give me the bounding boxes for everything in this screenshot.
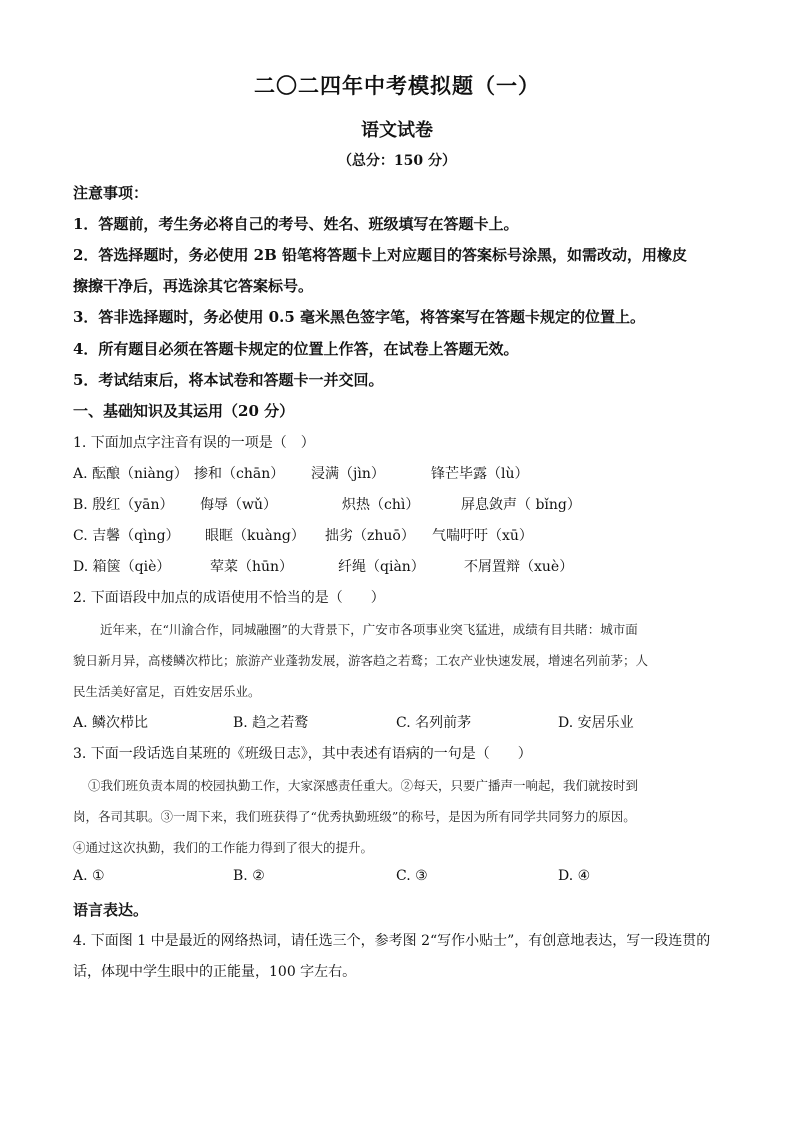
note-2-line-2: 擦擦干净后，再选涂其它答案标号。 — [73, 277, 314, 295]
q1-option-b-item-1: B. 殷红（yān） — [73, 497, 174, 513]
q2-passage-line-1: 近年来，在“川渝合作，同城融圈”的大背景下，广安市各项事业突飞猛进，成绩有目共睹：城市面 — [100, 622, 638, 637]
q2-option-d: D. 安居乐业 — [558, 715, 634, 731]
q2-passage-line-2: 貌日新月异，高楼鳞次栉比；旅游产业蓬勃发展，游客趋之若鹜；工农产业快速发展，增速名列前茅；人 — [73, 653, 649, 668]
q3-option-b: B. ② — [233, 868, 265, 884]
note-2-line-1: 2．答选择题时，务必使用 2B 铅笔将答题卡上对应题目的答案标号涂黑，如需改动，用橡皮 — [73, 246, 688, 264]
q1-option-b-item-3: 炽热（chì） — [342, 497, 420, 513]
q1-option-d-item-3: 纤绳（qiàn） — [338, 559, 425, 575]
q3-passage-line-3: ④通过这次执勤，我们的工作能力得到了很大的提升。 — [73, 840, 374, 855]
q3-passage-line-1: ①我们班负责本周的校园执勤工作，大家深感责任重大。②每天，只要广播声一响起，我们就按时到 — [88, 778, 639, 793]
q1-option-c-item-1: C. 吉馨（qìng） — [73, 528, 180, 544]
q1-option-b-item-4: 屏息敛声（ bǐng） — [461, 497, 581, 513]
q1-option-a-item-2: 掺和（chān） — [194, 466, 285, 482]
q2-option-a: A. 鳞次栉比 — [73, 715, 149, 731]
note-3: 3．答非选择题时，务必使用 0.5 毫米黑色签字笔，将答案写在答题卡规定的位置上。 — [73, 308, 645, 326]
q1-option-b-item-2: 侮辱（wǔ） — [200, 497, 277, 513]
question-1-stem: 1. 下面加点字注音有误的一项是（ ） — [73, 435, 315, 451]
section-2-heading: 语言表达。 — [73, 901, 149, 919]
q1-option-a-item-4: 锋芒毕露（lù） — [431, 466, 529, 482]
q1-option-a-item-3: 浸满（jìn） — [311, 466, 385, 482]
note-1: 1．答题前，考生务必将自己的考号、姓名、班级填写在答题卡上。 — [73, 215, 519, 233]
q2-option-b: B. 趋之若鹜 — [233, 715, 309, 731]
question-3-stem: 3. 下面一段话选自某班的《班级日志》，其中表述有语病的一句是（ ） — [73, 746, 532, 762]
q2-option-c: C. 名列前茅 — [396, 715, 472, 731]
q1-option-d-item-4: 不屑置辩（xuè） — [464, 559, 574, 575]
q1-option-c-item-2: 眼眶（kuàng） — [205, 528, 305, 544]
question-2-stem: 2. 下面语段中加点的成语使用不恰当的是（ ） — [73, 590, 385, 606]
q3-option-d: D. ④ — [558, 868, 591, 884]
q3-option-c: C. ③ — [396, 868, 428, 884]
q2-passage-line-3: 民生活美好富足，百姓安居乐业。 — [73, 684, 261, 699]
question-4-line-2: 话，体现中学生眼中的正能量，100 字左右。 — [73, 964, 357, 980]
note-4: 4．所有题目必须在答题卡规定的位置上作答，在试卷上答题无效。 — [73, 340, 519, 358]
question-4-line-1: 4. 下面图 1 中是最近的网络热词，请任选三个，参考图 2“写作小贴士”，有创意地表达，写一段连贯的 — [73, 933, 711, 949]
notes-heading: 注意事项： — [73, 184, 149, 202]
note-5: 5．考试结束后，将本试卷和答题卡一并交回。 — [73, 371, 384, 389]
exam-total-score: （总分：150 分） — [337, 153, 457, 169]
q1-option-d-item-2: 荤菜（hūn） — [210, 559, 294, 575]
q1-option-d-item-1: D. 箱箧（qiè） — [73, 559, 171, 575]
q1-option-c-item-3: 拙劣（zhuō） — [325, 528, 415, 544]
q1-option-a-item-1: A. 酝酿（niàng） — [73, 466, 188, 482]
exam-subtitle: 语文试卷 — [361, 120, 433, 141]
q3-passage-line-2: 岗，各司其职。③一周下来，我们班获得了“优秀执勤班级”的称号，是因为所有同学共同努力的原因。 — [73, 809, 636, 824]
q3-option-a: A. ① — [73, 868, 105, 884]
q1-option-c-item-4: 气喘吁吁（xū） — [432, 528, 533, 544]
exam-title: 二〇二四年中考模拟题（一） — [254, 73, 540, 98]
section-1-heading: 一、基础知识及其运用（20 分） — [73, 402, 295, 420]
